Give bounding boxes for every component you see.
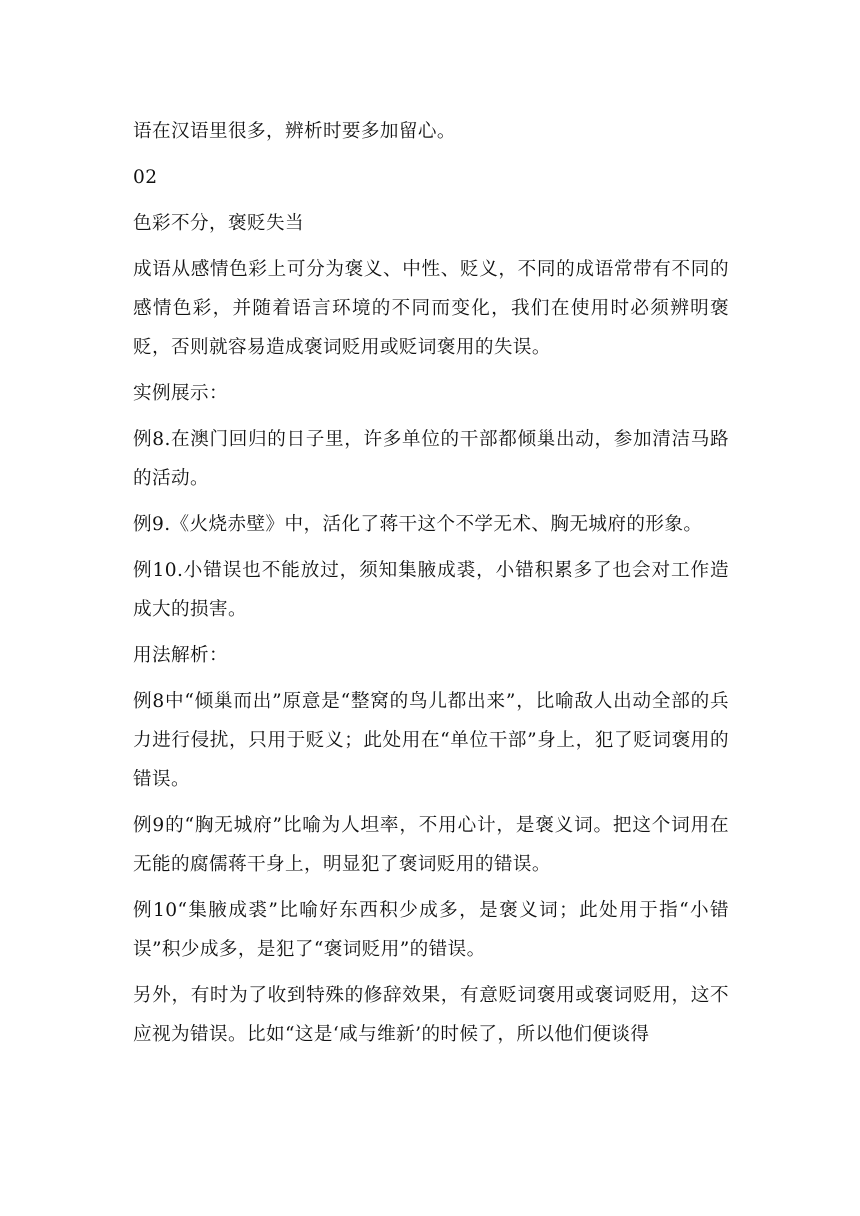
- example-10: 例10.小错误也不能放过，须知集腋成裘，小错积累多了也会对工作造成大的损害。: [133, 560, 729, 620]
- paragraph-continuation: 语在汉语里很多，辨析时要多加留心。: [133, 121, 456, 142]
- analysis-heading: 用法解析：: [133, 645, 228, 666]
- paragraph-intro: 成语从感情色彩上可分为褒义、中性、贬义，不同的成语常带有不同的感情色彩，并随着语言环境的不同而变化，我们在使用时必须辨明褒贬，否则就容易造成褒词贬用或贬词褒用的失误。: [133, 259, 729, 358]
- section-number: 02: [133, 167, 158, 188]
- paragraph-additional: 另外，有时为了收到特殊的修辞效果，有意贬词褒用或褒词贬用，这不应视为错误。比如“这是‘咸与维新’的时候了，所以他们便谈得: [133, 985, 729, 1045]
- examples-heading: 实例展示：: [133, 383, 228, 404]
- example-8: 例8.在澳门回归的日子里，许多单位的干部都倾巢出动，参加清洁马路的活动。: [133, 429, 729, 489]
- analysis-10: 例10“集腋成裘”比喻好东西积少成多，是褒义词；此处用于指“小错误”积少成多，是犯了“褒词贬用”的错误。: [133, 900, 729, 960]
- analysis-8: 例8中“倾巢而出”原意是“整窝的鸟儿都出来”，比喻敌人出动全部的兵力进行侵扰，只用于贬义；此处用在“单位干部”身上，犯了贬词褒用的错误。: [133, 691, 729, 790]
- document-body: [133, 112, 729, 1061]
- example-9: 例9.《火烧赤壁》中，活化了蒋干这个不学无术、胸无城府的形象。: [133, 514, 703, 535]
- analysis-9: 例9的“胸无城府”比喻为人坦率，不用心计，是褒义词。把这个词用在无能的腐儒蒋干身上，明显犯了褒词贬用的错误。: [133, 815, 729, 875]
- section-heading: 色彩不分，褒贬失当: [133, 213, 304, 234]
